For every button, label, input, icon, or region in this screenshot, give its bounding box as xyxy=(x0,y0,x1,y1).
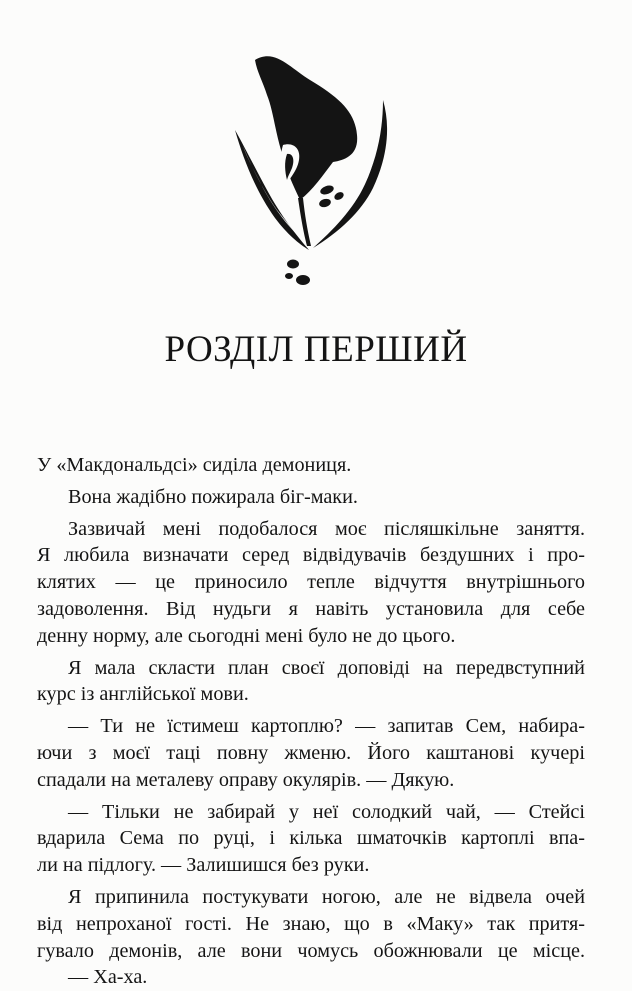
text-line: Зазвичай мені подобалося моє післяшкільне заняття. xyxy=(68,517,585,540)
text-line: Я мала скласти план своєї доповіді на передвступний xyxy=(68,656,585,679)
text-line: — Ха-ха. xyxy=(68,966,148,989)
chapter-title: РОЗДІЛ ПЕРШИЙ xyxy=(164,329,468,370)
text-line: ли на підлогу. — Залишишся без руки. xyxy=(37,854,370,877)
text-line: Я припинила постукувати ногою, але не відвела очей xyxy=(68,885,585,908)
text-line: Вона жадібно пожирала біг-маки. xyxy=(68,485,358,508)
text-line: ючи з моєї таці повну жменю. Його каштанові кучері xyxy=(37,741,585,764)
text-line: У «Макдональдсі» сиділа демониця. xyxy=(37,454,352,476)
text-line: клятих — це приносило тепле відчуття внутрішнього xyxy=(37,571,585,594)
body-text xyxy=(37,452,585,991)
calla-lily-icon xyxy=(215,50,405,298)
text-line: Я любила визначати серед відвідувачів бездушних і про- xyxy=(37,544,585,567)
text-line: вдарила Сема по руці, і кілька шматочків картоплі впа- xyxy=(37,827,585,850)
text-line: курс із англійської мови. xyxy=(37,683,249,706)
text-line: — Ти не їстимеш картоплю? — запитав Сем, набира- xyxy=(68,715,585,738)
text-line: спадали на металеву оправу окулярів. — Дякую. xyxy=(37,768,455,791)
text-line: задоволення. Від нудьги я навіть установила для себе xyxy=(37,597,585,620)
text-line: від непроханої гості. Не знаю, що в «Маку» так притя- xyxy=(37,912,585,935)
text-line: гувало демонів, але вони чомусь обожнювали це місце. xyxy=(37,939,585,962)
text-line: — Тільки не забирай у неї солодкий чай, — Стейсі xyxy=(68,800,585,823)
text-line: денну норму, але сьогодні мені було не до цього. xyxy=(37,624,456,647)
